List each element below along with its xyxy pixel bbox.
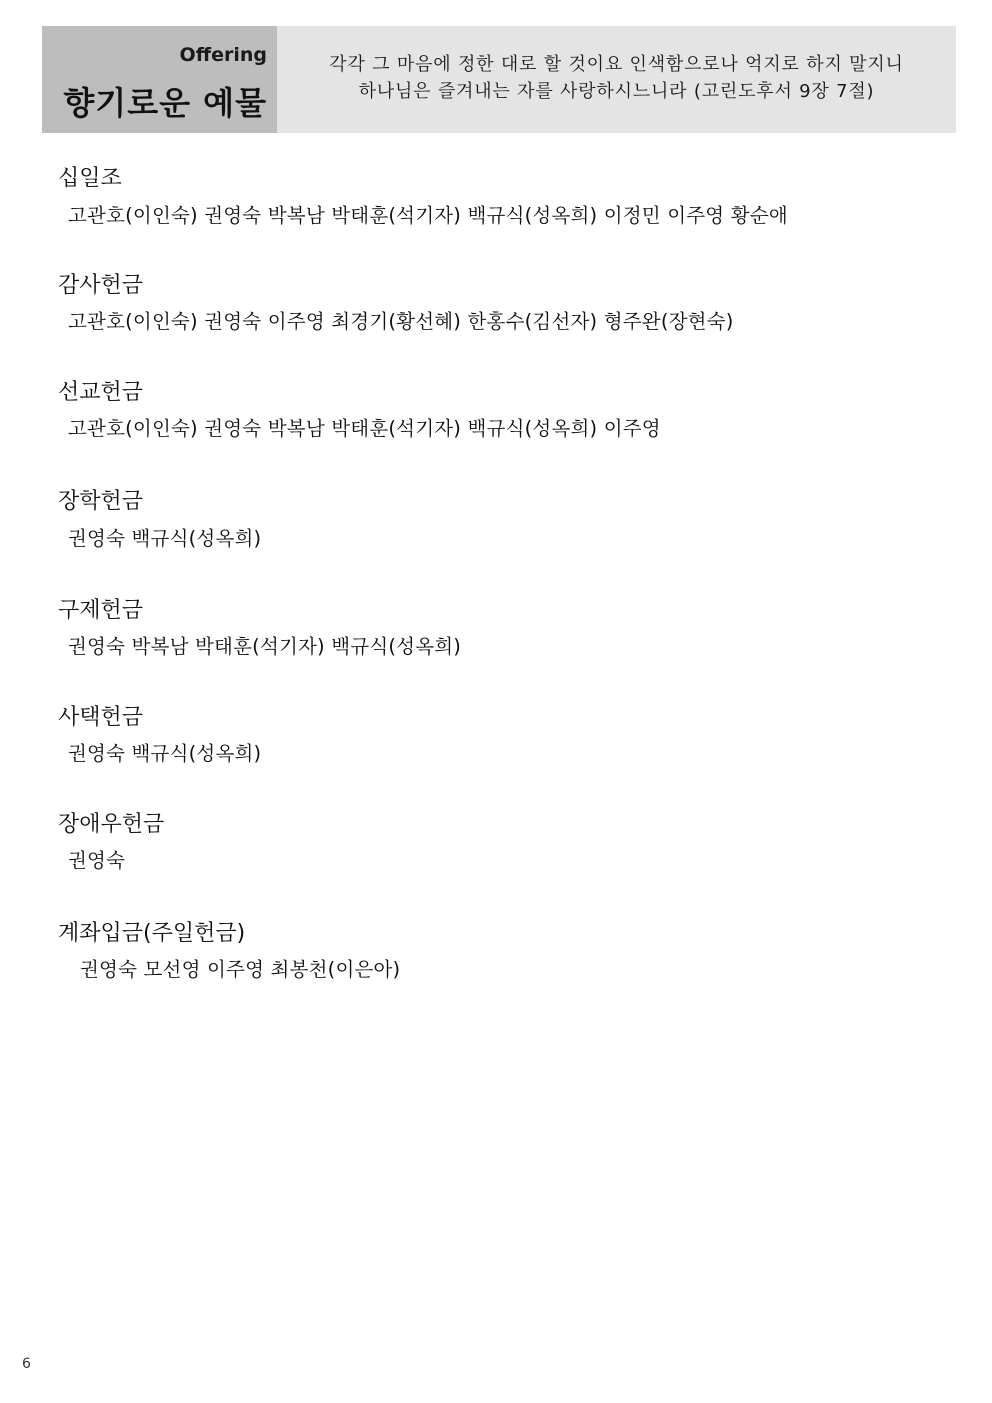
verse-line-2: 하나님은 즐겨내는 자를 사랑하시느니라 (고린도후서 9장 7절) <box>358 80 875 102</box>
section-names-tithe: 고관호(이인숙) 권영숙 박복남 박태훈(석기자) 백규식(성옥희) 이정민 이주영 황순애 <box>68 204 788 227</box>
section-title-disability: 장애우헌금 <box>58 812 165 837</box>
section-names-bank-transfer: 권영숙 모선영 이주영 최봉천(이은아) <box>80 958 401 981</box>
header-label-ko: 향기로운 예물 <box>63 84 267 122</box>
header-verse-box <box>277 26 956 133</box>
offering-header <box>42 26 956 133</box>
section-names-mission: 고관호(이인숙) 권영숙 박복남 박태훈(석기자) 백규식(성옥희) 이주영 <box>68 417 661 440</box>
section-title-tithe: 십일조 <box>58 166 122 191</box>
section-names-relief: 권영숙 박복남 박태훈(석기자) 백규식(성옥희) <box>68 635 462 658</box>
section-title-relief: 구제헌금 <box>58 598 144 623</box>
section-title-thanksgiving: 감사헌금 <box>58 273 144 298</box>
header-label-box <box>42 26 277 133</box>
section-title-parsonage: 사택헌금 <box>58 705 144 730</box>
page-number: 6 <box>22 1356 31 1372</box>
section-names-scholarship: 권영숙 백규식(성옥희) <box>68 527 262 550</box>
verse-line-1: 각각 그 마음에 정한 대로 할 것이요 인색함으로나 억지로 하지 말지니 <box>329 53 904 75</box>
section-title-scholarship: 장학헌금 <box>58 489 144 514</box>
header-label-en: Offering <box>179 44 267 66</box>
section-names-disability: 권영숙 <box>68 849 126 872</box>
section-title-bank-transfer: 계좌입금(주일헌금) <box>58 921 246 946</box>
section-names-parsonage: 권영숙 백규식(성옥희) <box>68 742 262 765</box>
section-names-thanksgiving: 고관호(이인숙) 권영숙 이주영 최경기(황선혜) 한홍수(김선자) 형주완(장현숙) <box>68 310 734 333</box>
section-title-mission: 선교헌금 <box>58 380 144 405</box>
